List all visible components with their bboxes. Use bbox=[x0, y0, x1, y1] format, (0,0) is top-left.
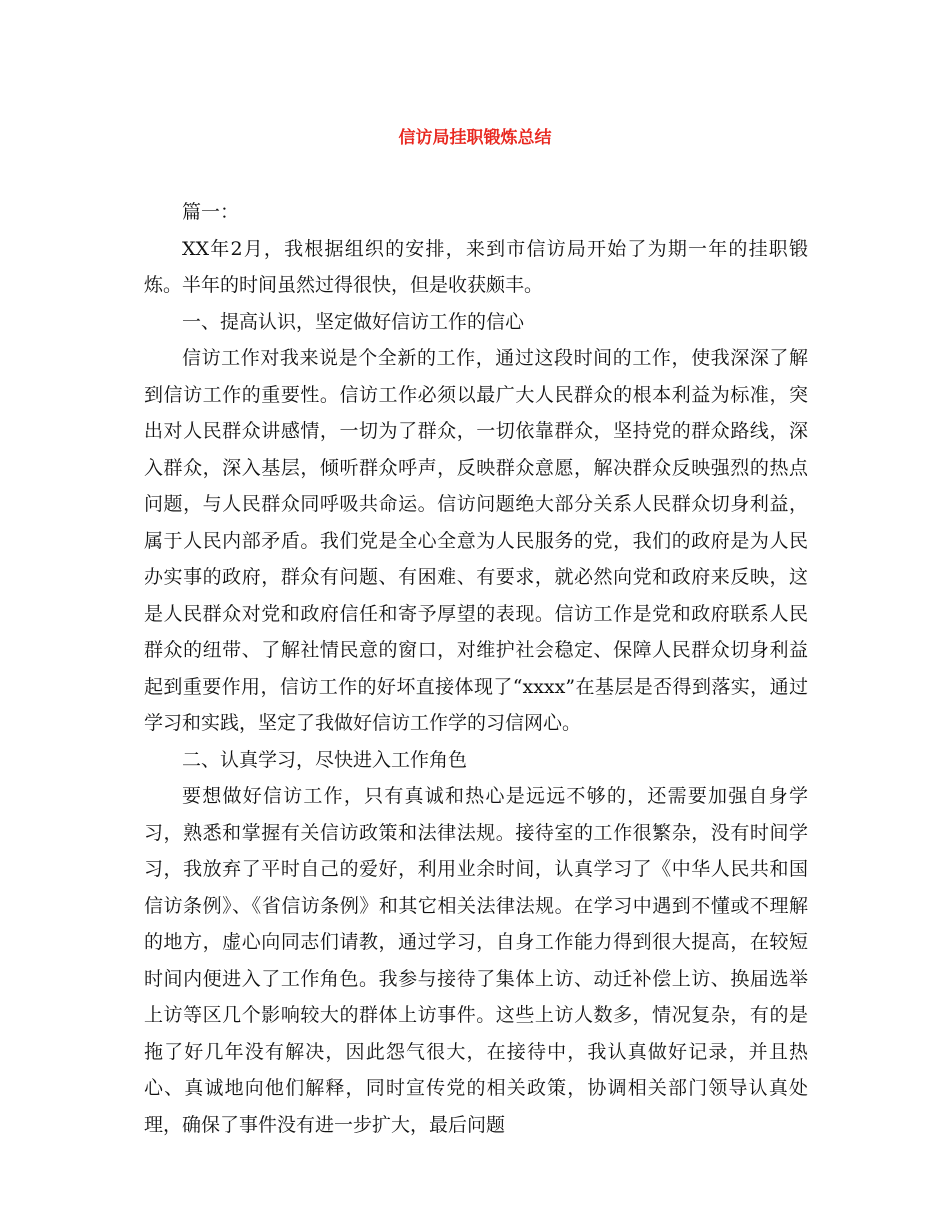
intro-paragraph: XX年2月，我根据组织的安排，来到市信访局开始了为期一年的挂职锻炼。半年的时间虽然过得很快，但是收获颇丰。 bbox=[144, 237, 808, 296]
section-label: 篇一： bbox=[182, 201, 240, 223]
body-paragraph-2: 要想做好信访工作，只有真诚和热心是远远不够的，还需要加强自身学习，熟悉和掌握有关信访政策和法律法规。接待室的工作很繁杂，没有时间学习，我放弃了平时自己的爱好，利用业余时间，认真学习了《中华人民共和国信访条例》、《省信访条例》和其它相关法律法规。在学习中遇到不懂或不理解的地方，虚心向同志们请教，通过学习，自身工作能力得到很大提高，在较短时间内便进入了工作角色。我参与接待了集体上访、动迁补偿上访、换届选举上访等区几个影响较大的群体上访事件。这些上访人数多，情况复杂，有的是拖了好几年没有解决，因此怨气很大，在接待中，我认真做好记录，并且热心、真诚地向他们解释，同时宣传党的相关政策，协调相关部门领导认真处理，确保了事件没有进一步扩大，最后问题 bbox=[144, 785, 808, 1136]
body-paragraph-1: 信访工作对我来说是个全新的工作，通过这段时间的工作，使我深深了解到信访工作的重要性。信访工作必须以最广大人民群众的根本利益为标准，突出对人民群众讲感情，一切为了群众，一切依靠群众，坚持党的群众路线，深入群众，深入基层，倾听群众呼声，反映群众意愿，解决群众反映强烈的热点问题，与人民群众同呼吸共命运。信访问题绝大部分关系人民群众切身利益，属于人民内部矛盾。我们党是全心全意为人民服务的党，我们的政府是为人民办实事的政府，群众有问题、有困难、有要求，就必然向党和政府来反映，这是人民群众对党和政府信任和寄予厚望的表现。信访工作是党和政府联系人民群众的纽带、了解社情民意的窗口，对维护社会稳定、保障人民群众切身利益起到重要作用，信访工作的好坏直接体现了“xxxx”在基层是否得到落实，通过学习和实践，坚定了我做好信访工作学的习信网心。 bbox=[144, 347, 808, 734]
section-heading-1: 一、提高认识，坚定做好信访工作的信心 bbox=[182, 310, 525, 333]
document-body bbox=[144, 194, 808, 1143]
section-heading-2: 二、认真学习，尽快进入工作角色 bbox=[182, 748, 468, 771]
document-title: 信访局挂职锻炼总结 bbox=[398, 128, 552, 148]
